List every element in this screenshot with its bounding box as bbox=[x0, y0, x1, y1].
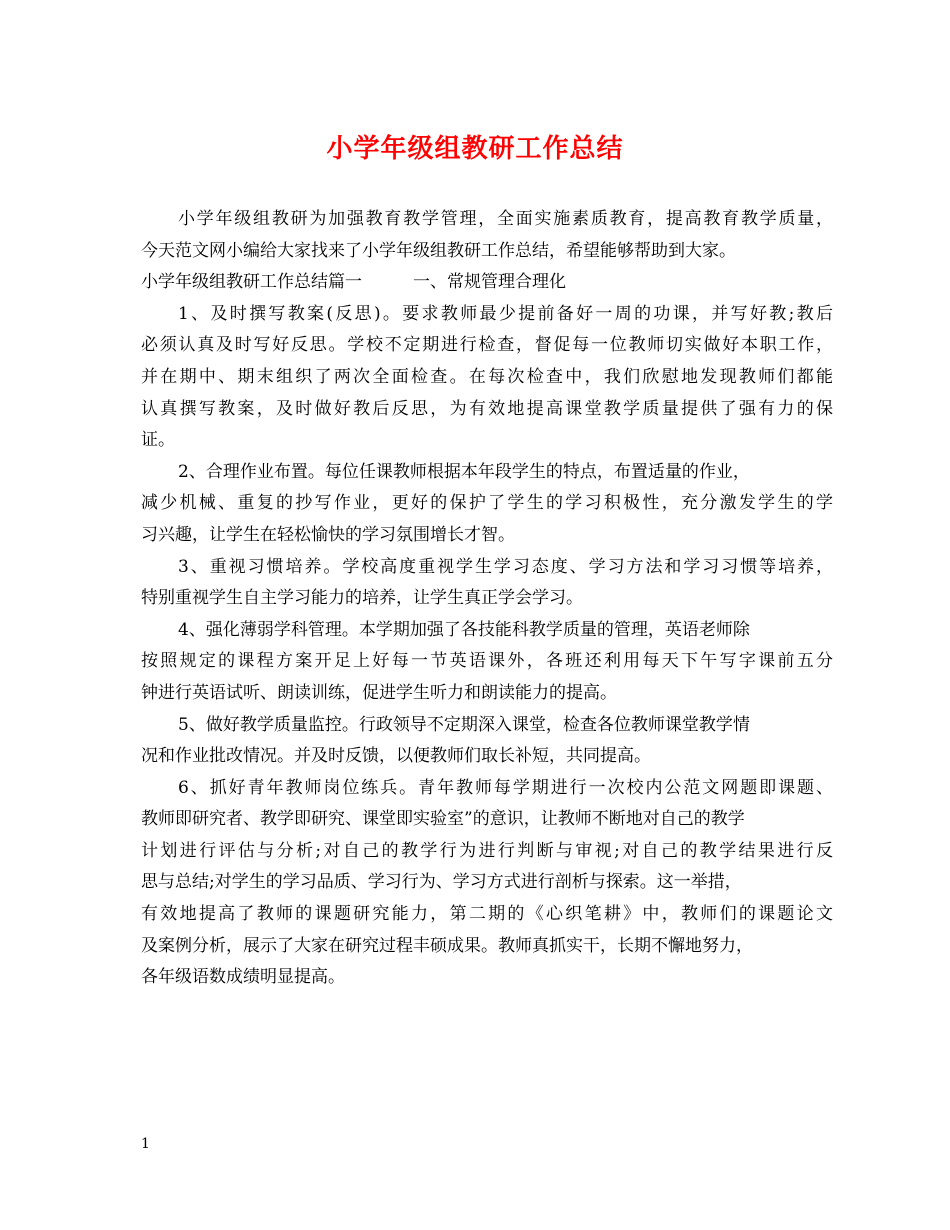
text-line: 今天范文网小编给大家找来了小学年级组教研工作总结，希望能够帮助到大家。 bbox=[141, 240, 736, 261]
text-line: 计划进行评估与分析;对自己的教学行为进行判断与审视;对自己的教学结果进行反 bbox=[141, 840, 833, 861]
text-line: 6、抓好青年教师岗位练兵。青年教师每学期进行一次校内公范文网题即课题、 bbox=[178, 777, 833, 798]
text-line: 减少机械、重复的抄写作业，更好的保护了学生的学习积极性，充分激发学生的学 bbox=[141, 493, 833, 514]
document-title: 小学年级组教研工作总结 bbox=[326, 134, 624, 164]
text-line: 小学年级组教研为加强教育教学管理，全面实施素质教育，提高教育教学质量， bbox=[178, 209, 833, 229]
text-line: 习兴趣，让学生在轻松愉快的学习氛围增长才智。 bbox=[141, 524, 515, 545]
text-line: 1、及时撰写教案(反思)。要求教师最少提前备好一周的功课，并写好教;教后 bbox=[178, 303, 833, 324]
page-number: 1 bbox=[141, 1136, 150, 1152]
text-line: 况和作业批改情况。并及时反馈，以便教师们取长补短，共同提高。 bbox=[141, 746, 651, 767]
text-line: 认真撰写教案，及时做好教后反思，为有效地提高课堂教学质量提供了强有力的保 bbox=[141, 398, 833, 419]
text-line: 各年级语数成绩明显提高。 bbox=[141, 967, 345, 988]
text-line: 2、合理作业布置。每位任课教师根据本年段学生的特点，布置适量的作业， bbox=[178, 461, 750, 482]
text-line: 按照规定的课程方案开足上好每一节英语课外，各班还利用每天下午写字课前五分 bbox=[141, 651, 833, 672]
text-line: 3、重视习惯培养。学校高度重视学生学习态度、学习方法和学习习惯等培养， bbox=[178, 556, 833, 577]
text-line: 4、强化薄弱学科管理。本学期加强了各技能科教学质量的管理，英语老师除 bbox=[178, 619, 750, 640]
text-line: 小学年级组教研工作总结篇一 一、常规管理合理化 bbox=[141, 272, 566, 293]
text-line: 必须认真及时写好反思。学校不定期进行检查，督促每一位教师切实做好本职工作， bbox=[141, 335, 833, 356]
text-line: 钟进行英语试听、朗读训练，促进学生听力和朗读能力的提高。 bbox=[141, 682, 617, 703]
text-line: 有效地提高了教师的课题研究能力，第二期的《心织笔耕》中，教师们的课题论文 bbox=[141, 904, 833, 925]
document-body bbox=[141, 204, 833, 994]
text-line: 思与总结;对学生的学习品质、学习行为、学习方式进行剖析与探索。这一举措， bbox=[141, 872, 742, 893]
text-line: 教师即研究者、教学即研究、课堂即实验室”的意识，让教师不断地对自己的教学 bbox=[141, 809, 745, 830]
text-line: 特别重视学生自主学习能力的培养，让学生真正学会学习。 bbox=[141, 588, 583, 609]
text-line: 并在期中、期末组织了两次全面检查。在每次检查中，我们欣慰地发现教师们都能 bbox=[141, 366, 833, 387]
text-line: 5、做好教学质量监控。行政领导不定期深入课堂，检查各位教师课堂教学情 bbox=[178, 714, 750, 735]
text-line: 及案例分析，展示了大家在研究过程丰硕成果。教师真抓实干，长期不懈地努力， bbox=[141, 935, 753, 956]
text-line: 证。 bbox=[141, 430, 175, 451]
